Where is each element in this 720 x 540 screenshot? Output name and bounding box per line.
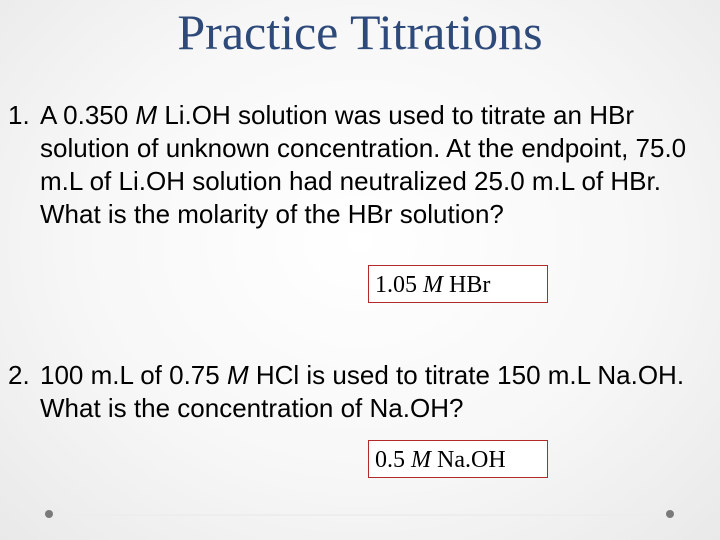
question-number: 1.	[8, 100, 30, 130]
answer-unit: M	[411, 447, 431, 473]
answer-value: 1.05	[375, 272, 423, 298]
answer-value: 0.5	[375, 447, 411, 473]
molarity-symbol: M	[135, 100, 158, 130]
question-1	[8, 99, 716, 231]
question-text	[40, 99, 716, 231]
question-text-part: HCl is used to titrate 150 m.L Na.OH. What is the concentration of Na.OH?	[40, 360, 685, 423]
slide-title: Practice Titrations	[177, 4, 543, 60]
footer-bullet-left	[45, 510, 53, 518]
question-2	[8, 359, 716, 425]
molarity-symbol: M	[226, 360, 249, 390]
answer-substance: Na.OH	[431, 447, 506, 473]
footer-rule	[52, 514, 670, 516]
question-text-part: Li.OH solution was used to titrate an HBr solution of unknown concentration. At the endpoint, 75.0 m.L of Li.OH solution had neutralized 25.0 m.L of HBr. What is the molarity of the HBr solution?	[40, 100, 687, 229]
answer-substance: HBr	[443, 272, 491, 298]
answer-box-2	[368, 440, 548, 478]
answer-unit: M	[423, 272, 443, 298]
question-text-part: A 0.350	[40, 100, 136, 130]
question-text-part: 100 m.L of 0.75	[40, 360, 227, 390]
answer-box-1	[368, 265, 548, 303]
question-number: 2.	[8, 360, 30, 390]
question-text	[40, 359, 716, 425]
footer-bullet-right	[666, 510, 674, 518]
